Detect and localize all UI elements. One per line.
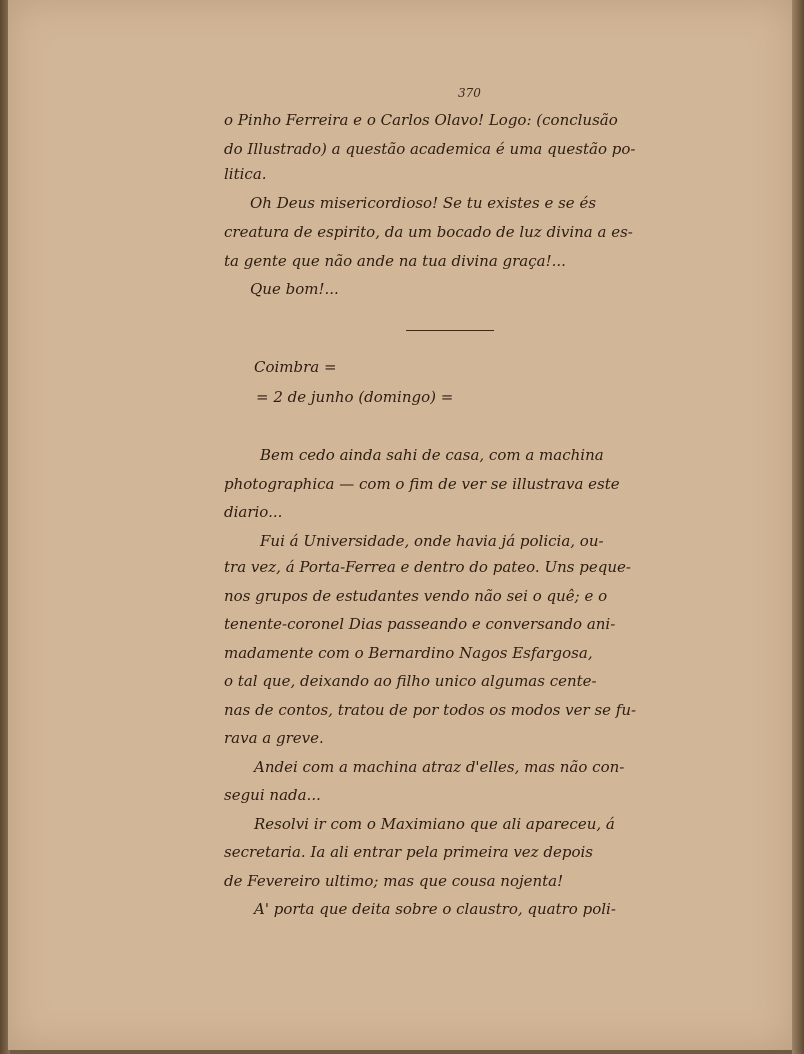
text-line-7: Que bom!...	[250, 280, 339, 298]
text-line-16: tenente-coronel Dias passeando e conversando ani-	[224, 615, 616, 633]
text-line-13: Fui á Universidade, onde havia já policia, ou-	[260, 532, 604, 550]
text-line-25: de Fevereiro ultimo; mas que cousa nojenta!	[224, 872, 564, 890]
text-line-2: do Illustrado) a questão academica é uma questão po-	[224, 140, 636, 158]
text-line-19: nas de contos, tratou de por todos os modos ver se fu-	[224, 701, 637, 719]
page-number: 370	[458, 86, 481, 100]
text-line-22: segui nada...	[224, 786, 321, 804]
page-right-edge	[792, 0, 804, 1054]
text-line-10: Bem cedo ainda sahi de casa, com a machina	[260, 446, 604, 464]
place-heading: Coimbra =	[254, 358, 337, 376]
text-line-6: ta gente que não ande na tua divina graça!...	[224, 252, 566, 270]
text-line-12: diario...	[224, 503, 283, 521]
text-line-4: Oh Deus misericordioso! Se tu existes e se és	[250, 194, 597, 212]
section-divider	[406, 330, 494, 331]
text-line-5: creatura de espirito, da um bocado de luz divina a es-	[224, 223, 633, 241]
text-line-24: secretaria. Ia ali entrar pela primeira vez depois	[224, 843, 593, 861]
text-line-17: madamente com o Bernardino Nagos Esfargosa,	[224, 644, 593, 662]
text-line-14: tra vez, á Porta-Ferrea e dentro do pateo. Uns peque-	[224, 558, 631, 576]
manuscript-page	[8, 0, 794, 1050]
text-line-23: Resolvi ir com o Maximiano que ali apareceu, á	[254, 815, 615, 833]
text-line-3: litica.	[224, 165, 267, 183]
text-line-15: nos grupos de estudantes vendo não sei o quê; e o	[224, 587, 608, 605]
text-line-26: A' porta que deita sobre o claustro, quatro poli-	[254, 900, 616, 918]
text-line-18: o tal que, deixando ao filho unico algumas cente-	[224, 672, 597, 690]
text-line-1: o Pinho Ferreira e o Carlos Olavo! Logo: (conclusão	[224, 111, 618, 129]
text-line-11: photographica — com o fim de ver se illustrava este	[224, 475, 620, 493]
text-line-20: rava a greve.	[224, 729, 324, 747]
text-line-21: Andei com a machina atraz d'elles, mas não con-	[254, 758, 625, 776]
date-heading: = 2 de junho (domingo) =	[256, 388, 454, 406]
